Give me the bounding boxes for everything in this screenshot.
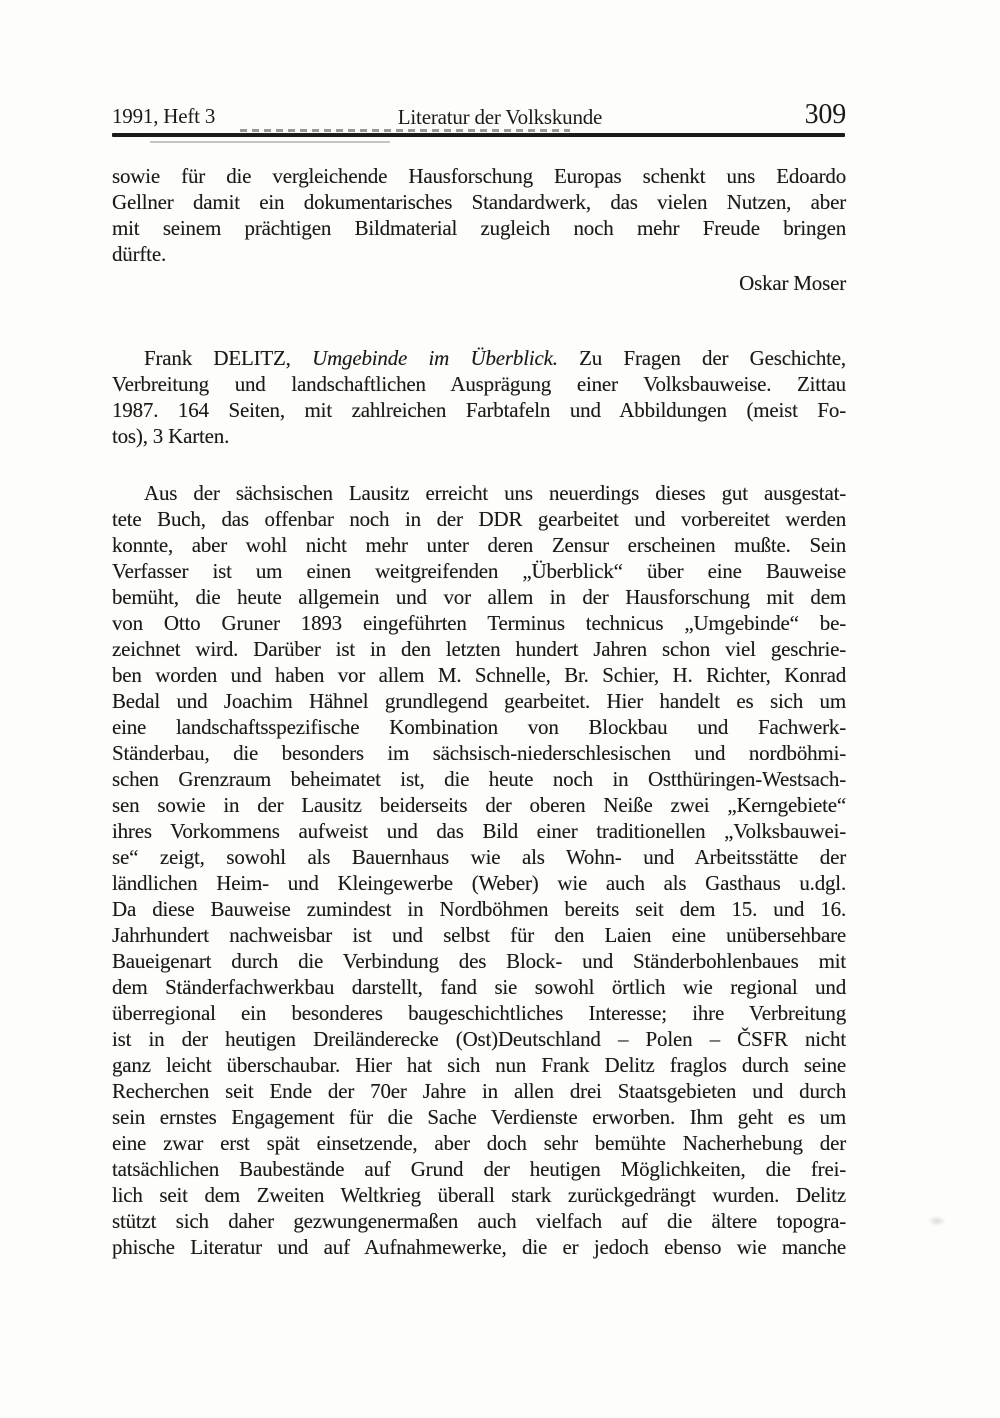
text-line: Gellner damit ein dokumentarisches Standardwerk, das vielen Nutzen, aber [112,190,846,214]
text-line: dürfte. [112,242,166,266]
text-line: tos), 3 Karten. [112,424,230,448]
text-line: Bedal und Joachim Hähnel grundlegend gearbeitet. Hier handelt es sich um [112,689,846,713]
review-conclusion-paragraph [112,163,846,267]
running-title: Literatur der Volkskunde [397,105,603,129]
book-citation-paragraph [112,345,846,449]
issue-label: 1991, Heft 3 [112,104,216,128]
text-line: Baueigenart durch die Verbindung des Block- und Ständerbohlenbaues mit [112,949,846,973]
text-line: Ständerbau, die besonders im sächsisch-niederschlesischen und nordböhmi- [112,741,846,765]
text-line: ist in der heutigen Dreiländerecke (Ost)Deutschland – Polen – ČSFR nicht [112,1027,846,1051]
header-rule [112,133,845,137]
page-number: 309 [804,99,846,130]
text-line: Da diese Bauweise zumindest in Nordböhmen bereits seit dem 15. und 16. [112,897,846,921]
text-line: ländlichen Heim- und Kleingewerbe (Weber) wie auch als Gasthaus u.dgl. [112,871,846,895]
reviewer-byline: Oskar Moser [739,271,846,295]
text-line: schen Grenzraum beheimatet ist, die heute noch in Ostthüringen-Westsach- [112,767,846,791]
text-line: zeichnet wird. Darüber ist in den letzten hundert Jahren schon viel geschrie- [112,637,846,661]
text-line: ganz leicht überschaubar. Hier hat sich nun Frank Delitz fraglos durch seine [112,1053,846,1077]
text-line [112,345,846,371]
scan-artifact [150,141,390,143]
text-line: lich seit dem Zweiten Weltkrieg überall stark zurückgedrängt wurden. Delitz [112,1183,846,1207]
text-line: tete Buch, das offenbar noch in der DDR gearbeitet und vorbereitet werden [112,507,846,531]
text-line: dem Ständerfachwerkbau darstellt, fand sie sowohl örtlich wie regional und [112,975,846,999]
citation-subtitle: Zu Fragen der Geschichte, [557,346,846,370]
text-line: von Otto Gruner 1893 eingeführten Terminus technicus „Umgebinde“ be- [112,611,846,635]
text-line: phische Literatur und auf Aufnahmewerke, die er jedoch ebenso wie manche [112,1235,846,1259]
text-line: ben worden und haben vor allem M. Schnelle, Br. Schier, H. Richter, Konrad [112,663,846,687]
text-line: se“ zeigt, sowohl als Bauernhaus wie als Wohn- und Arbeitsstätte der [112,845,846,869]
text-line: eine landschaftsspezifische Kombination von Blockbau und Fachwerk- [112,715,846,739]
text-line: eine zwar erst spät einsetzende, aber doch sehr bemühte Nacherhebung der [112,1131,846,1155]
text-line: bemüht, die heute allgemein und vor allem in der Hausforschung mit dem [112,585,846,609]
text-line: mit seinem prächtigen Bildmaterial zugleich noch mehr Freude bringen [112,216,846,240]
text-line: Verbreitung und landschaftlichen Ausprägung einer Volksbauweise. Zittau [112,372,846,396]
scan-artifact [928,1216,946,1226]
text-line: überregional ein besonderes baugeschichtliches Interesse; ihre Verbreitung [112,1001,846,1025]
text-line: sein ernstes Engagement für die Sache Verdienste erworben. Ihm geht es um [112,1105,846,1129]
text-line: ihres Vorkommens aufweist und das Bild einer traditionellen „Volksbauwei- [112,819,846,843]
text-line: tatsächlichen Baubestände auf Grund der heutigen Möglichkeiten, die frei- [112,1157,846,1181]
text-line: Verfasser ist um einen weitgreifenden „Überblick“ über eine Bauweise [112,559,846,583]
text-line: 1987. 164 Seiten, mit zahlreichen Farbtafeln und Abbildungen (meist Fo- [112,398,846,422]
text-line: konnte, aber wohl nicht mehr unter deren Zensur erscheinen mußte. Sein [112,533,846,557]
text-line: Aus der sächsischen Lausitz erreicht uns neuerdings dieses gut ausgestat- [144,481,846,505]
citation-author: Frank DELITZ, [144,346,313,370]
review-body-paragraph [112,480,846,1260]
text-line: sen sowie in der Lausitz beiderseits der oberen Neiße zwei „Kerngebiete“ [112,793,846,817]
text-line: sowie für die vergleichende Hausforschung Europas schenkt uns Edoardo [112,164,846,188]
text-line: stützt sich daher gezwungenermaßen auch vielfach auf die ältere topogra- [112,1209,846,1233]
citation-book-title: Umgebinde im Überblick. [312,346,558,370]
text-line: Jahrhundert nachweisbar ist und selbst für den Laien eine unübersehbare [112,923,846,947]
text-line: Recherchen seit Ende der 70er Jahre in allen drei Staatsgebieten und durch [112,1079,846,1103]
citation-continuation [112,371,846,449]
